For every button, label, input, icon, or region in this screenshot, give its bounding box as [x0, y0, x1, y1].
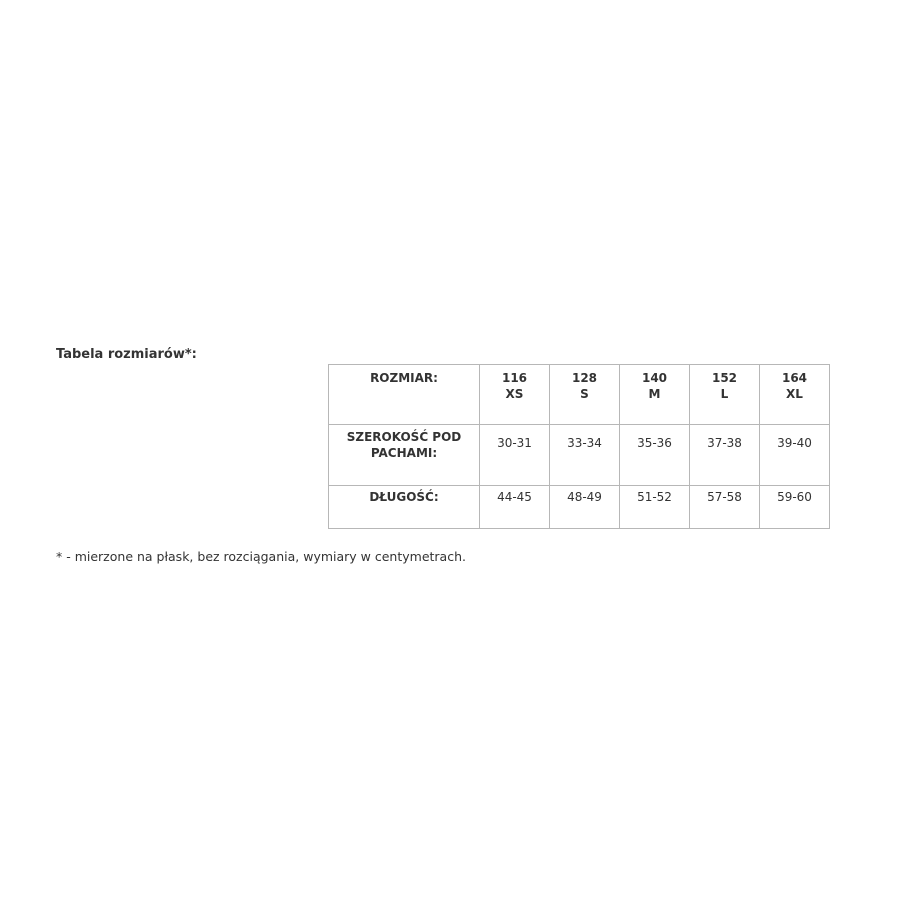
table-row-length — [329, 486, 830, 529]
size-chart-heading: Tabela rozmiarów*: — [56, 347, 197, 362]
size-cell-128 — [550, 365, 620, 425]
table-cell — [480, 486, 550, 529]
table-cell — [550, 486, 620, 529]
table-cell — [620, 486, 690, 529]
size-cell-152 — [690, 365, 760, 425]
cell-value: 51-52 — [637, 490, 672, 504]
table-cell — [550, 425, 620, 486]
table-cell — [620, 425, 690, 486]
cell-value: 59-60 — [777, 490, 812, 504]
table-row-chest-width — [329, 425, 830, 486]
chest-width-label-cell — [329, 425, 480, 486]
size-letter: XL — [786, 387, 803, 401]
length-label: DŁUGOŚĆ: — [369, 490, 439, 504]
size-letter: L — [720, 387, 729, 401]
table-cell — [760, 486, 830, 529]
table-cell — [690, 486, 760, 529]
table-header-row — [329, 365, 830, 425]
cell-value: 57-58 — [707, 490, 742, 504]
size-letter: S — [580, 387, 589, 401]
size-letter: M — [648, 387, 661, 401]
size-chart-table — [328, 364, 830, 529]
table-cell — [690, 425, 760, 486]
cell-value: 30-31 — [497, 436, 532, 450]
chest-width-label-line1: SZEROKOŚĆ POD — [346, 430, 462, 444]
size-number: 152 — [711, 371, 738, 385]
cell-value: 33-34 — [567, 436, 602, 450]
size-cell-140 — [620, 365, 690, 425]
size-number: 164 — [781, 371, 808, 385]
size-cell-116 — [480, 365, 550, 425]
length-label-cell — [329, 486, 480, 529]
size-number: 116 — [501, 371, 528, 385]
cell-value: 48-49 — [567, 490, 602, 504]
size-letter: XS — [505, 387, 524, 401]
table-cell — [760, 425, 830, 486]
size-label: ROZMIAR: — [370, 371, 438, 385]
cell-value: 44-45 — [497, 490, 532, 504]
size-number: 140 — [641, 371, 668, 385]
table-cell — [480, 425, 550, 486]
measurement-footnote: * - mierzone na płask, bez rozciągania, wymiary w centymetrach. — [56, 549, 466, 564]
cell-value: 39-40 — [777, 436, 812, 450]
size-cell-164 — [760, 365, 830, 425]
size-number: 128 — [571, 371, 598, 385]
cell-value: 35-36 — [637, 436, 672, 450]
cell-value: 37-38 — [707, 436, 742, 450]
size-label-cell — [329, 365, 480, 425]
chest-width-label-line2: PACHAMI: — [370, 446, 438, 460]
